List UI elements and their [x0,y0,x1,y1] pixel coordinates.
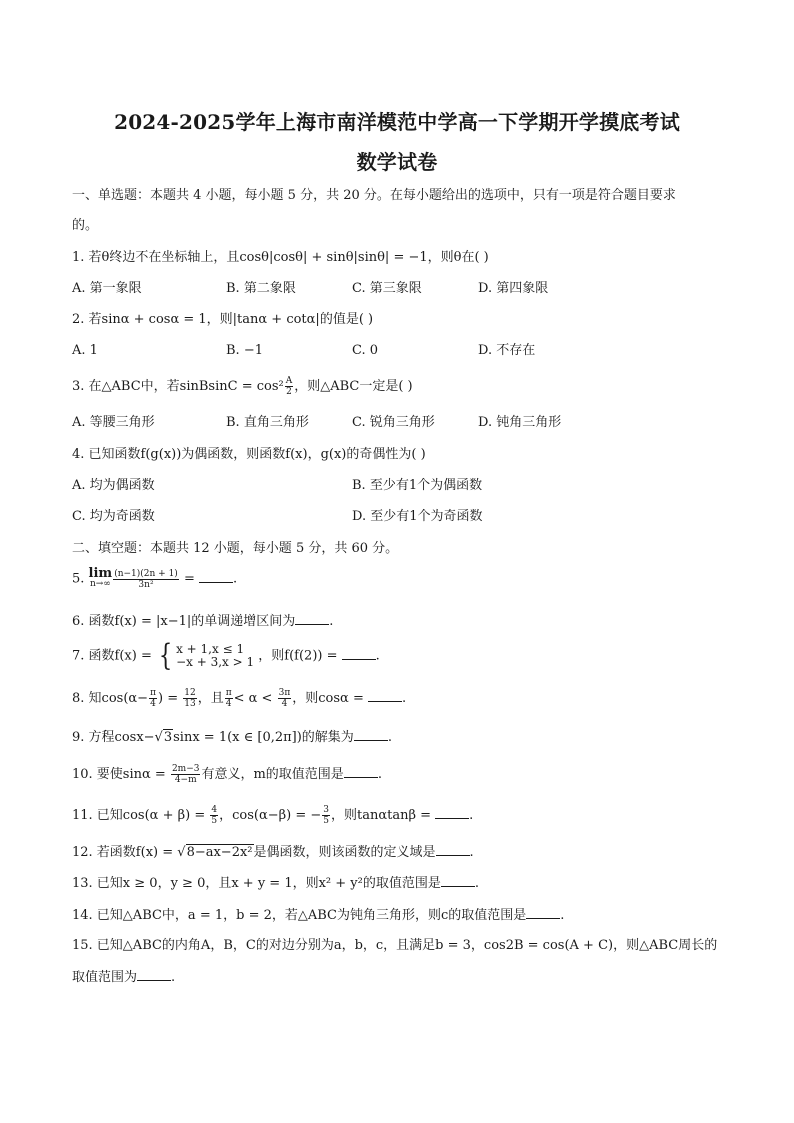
q4-stem: 4. 已知函数f(g(x))为偶函数，则函数f(x)，g(x)的奇偶性为( ) [72,447,426,462]
q12-part-b: 是偶函数，则该函数的定义域是 [253,845,436,860]
q14-answer-blank[interactable] [526,906,560,919]
q12-end: . [469,845,474,860]
q10-fraction [171,764,201,785]
q2-option-d: D. 不存在 [478,343,536,358]
q11-frac-2 [322,805,330,826]
q7-brace: { [158,638,173,673]
section1-heading: 一、单选题：本题共 4 小题，每小题 5 分，共 20 分。在每小题给出的选项中，只有一项是符合题目要求 [72,188,676,203]
q5-stem [72,568,237,590]
q8-frac-2-num: 12 [184,688,196,698]
q4-option-d: D. 至少有1个为奇函数 [352,509,483,524]
q1-option-c: C. 第三象限 [352,281,422,296]
q9-radicand: 3 [163,730,173,745]
q11-part-a: 11. 已知cos(α + β) = [72,808,206,823]
section2-heading: 二、填空题：本题共 12 小题，每小题 5 分，共 60 分。 [72,541,399,556]
q4-option-c: C. 均为奇函数 [72,509,155,524]
q2-option-b: B. −1 [226,343,263,358]
q7-case-2: −x + 3,x > 1 [176,655,255,669]
q4-option-b: B. 至少有1个为偶函数 [352,478,483,493]
q8-part-c: ，且 [197,691,224,706]
q11-frac-2-num: 3 [323,805,329,815]
q14-text: 14. 已知△ABC中，a = 1，b = 2，若△ABC为钝角三角形，则c的取值范围是 [72,908,527,923]
q8-stem [72,688,406,709]
q15-line2: 取值范围为 [72,970,138,985]
q10-frac-num: 2m−3 [171,764,200,774]
q9-answer-blank[interactable] [354,728,388,741]
q3-stem-end: ，则△ABC一定是( ) [294,379,413,394]
q15-end: . [171,970,176,985]
q11-answer-blank[interactable] [435,806,469,819]
q9-part-a: 9. 方程cosx− [72,730,155,745]
q11-frac-1-num: 4 [211,805,218,815]
page-subtitle: 数学试卷 [356,150,438,174]
q1-option-a: A. 第一象限 [72,281,142,296]
q2-option-c: C. 0 [352,343,379,358]
q3-frac-num: A [285,376,293,386]
q6-stem [72,612,333,631]
q8-end: . [402,691,407,706]
q11-end: . [469,808,474,823]
q12-part-a: 12. 若函数f(x) = [72,845,174,860]
q8-frac-3-den: 4 [225,699,232,709]
q14-end: . [560,908,565,923]
q7-answer-blank[interactable] [342,647,376,660]
q3-option-a: A. 等腰三角形 [72,415,155,430]
q10-part-a: 10. 要使sinα = [72,767,166,782]
q12-stem [72,843,474,862]
q7-case-1: x + 1,x ≤ 1 [176,642,245,656]
q5-frac-den: 3n² [138,579,154,590]
q11-frac-1 [210,805,218,826]
q12-sqrt: √8−ax−2x² [177,845,253,860]
q3-frac-den: 2 [286,387,292,397]
q7-end: . [375,648,380,664]
q11-part-b: ，cos(α−β) = − [219,808,322,823]
q7-tail: ，则f(f(2)) = [258,648,338,664]
q11-frac-2-den: 5 [323,816,329,826]
q10-part-b: 有意义，m的取值范围是 [201,767,344,782]
q10-answer-blank[interactable] [344,765,378,778]
q8-frac-4 [278,688,292,709]
q8-frac-1 [149,688,157,709]
q5-lim-word: lim [88,566,113,581]
q12-radicand: 8−ax−2x² [186,845,253,860]
q5-limit [89,568,113,590]
q10-frac-den: 4−m [174,775,197,785]
q8-frac-2 [183,688,196,709]
q9-sqrt: √3 [154,730,173,745]
q13-answer-blank[interactable] [441,874,475,887]
q15-stem-cont [72,968,175,987]
q3-option-d: D. 钝角三角形 [478,415,562,430]
q7-head: 7. 函数f(x) = [72,648,152,664]
q3-fraction [285,376,294,397]
q5-answer-blank[interactable] [199,570,233,583]
q15-answer-blank[interactable] [137,968,171,981]
q7-stem [72,638,380,673]
q9-end: . [387,730,392,745]
q3-option-c: C. 锐角三角形 [352,415,435,430]
q5-fraction [113,569,179,590]
q8-part-d: < α < [233,691,273,706]
q3-stem [72,376,413,397]
q5-lim-sub: n→∞ [89,579,111,589]
q8-frac-3-num: π [225,688,232,698]
q10-stem [72,764,382,785]
q13-stem [72,874,479,893]
q8-part-a: 8. 知cos(α− [72,691,149,706]
q8-frac-4-num: 3π [278,688,291,698]
q9-stem [72,728,392,747]
q6-text: 6. 函数f(x) = |x−1|的单调递增区间为 [72,614,296,629]
q3-option-b: B. 直角三角形 [226,415,309,430]
q7-cases [176,643,254,669]
q5-end: . [233,571,238,587]
q8-frac-1-den: 4 [150,699,156,709]
q11-frac-1-den: 5 [211,816,218,826]
page-title: 2024-2025学年上海市南洋模范中学高一下学期开学摸底考试 [114,110,680,134]
q5-equals: = [183,571,195,587]
q5-number: 5. [72,571,85,587]
q1-option-d: D. 第四象限 [478,281,549,296]
q8-part-e: ，则cosα = [292,691,364,706]
q13-end: . [474,876,479,891]
q2-option-a: A. 1 [72,343,98,358]
q1-option-b: B. 第二象限 [226,281,296,296]
q8-frac-4-den: 4 [281,699,288,709]
q10-end: . [377,767,382,782]
q8-frac-3 [225,688,233,709]
q4-option-a: A. 均为偶函数 [72,478,155,493]
q11-part-c: ，则tanαtanβ = [331,808,432,823]
q8-part-b: ) = [157,691,179,706]
q15-stem: 15. 已知△ABC的内角A，B，C的对边分别为a，b，c，且满足b = 3，cos2B = cos(A + C)，则△ABC周长的 [72,938,718,953]
q3-stem-start: 3. 在△ABC中，若sinBsinC = cos² [72,379,284,394]
q8-answer-blank[interactable] [368,689,402,702]
q6-answer-blank[interactable] [295,612,329,625]
q11-stem [72,805,473,826]
section1-heading-cont: 的。 [72,218,99,233]
q14-stem [72,906,564,925]
q8-frac-2-den: 13 [184,699,196,709]
q1-stem: 1. 若θ终边不在坐标轴上，且cosθ|cosθ| + sinθ|sinθ| = −1，则θ在( ) [72,250,489,265]
q5-frac-num: (n−1)(2n + 1) [114,568,178,579]
q2-stem: 2. 若sinα + cosα = 1，则|tanα + cotα|的值是( ) [72,312,374,327]
q12-answer-blank[interactable] [436,843,470,856]
q13-text: 13. 已知x ≥ 0，y ≥ 0，且x + y = 1，则x² + y²的取值范围是 [72,876,441,891]
q9-part-b: sinx = 1(x ∈ [0,2π])的解集为 [173,730,354,745]
q6-end: . [329,614,334,629]
q8-frac-1-num: π [150,688,156,698]
